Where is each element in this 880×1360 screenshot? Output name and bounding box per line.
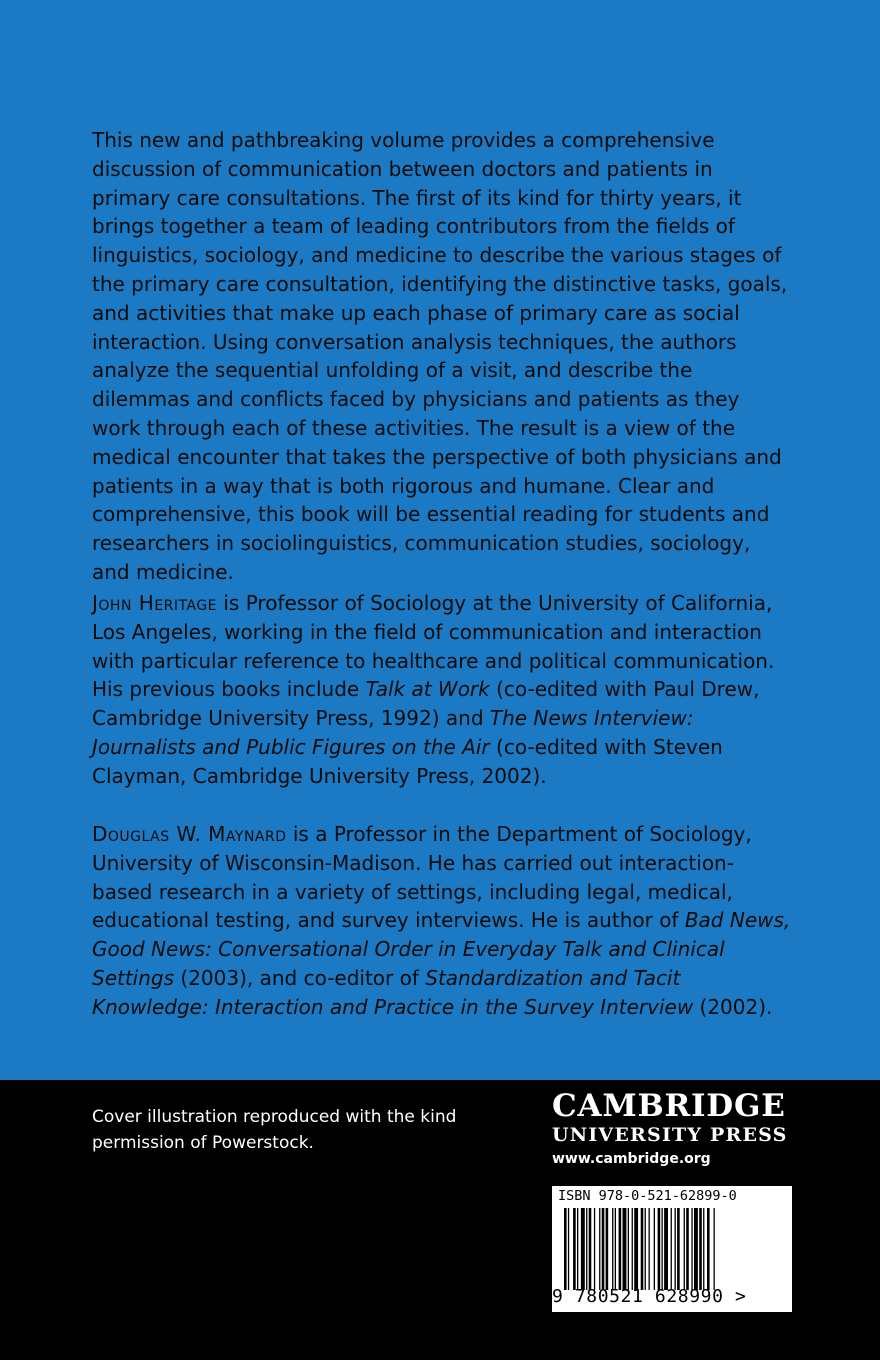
barcode-bar	[623, 1208, 627, 1290]
barcode-bar	[686, 1208, 689, 1290]
barcode-bar	[581, 1208, 585, 1290]
bio-text: (co-edited with Paul Drew, Cambridge University Press, 1992) and	[92, 677, 760, 731]
barcode-bar	[568, 1208, 569, 1290]
barcode-bar	[703, 1208, 704, 1290]
barcode-bar	[664, 1208, 668, 1290]
barcode-bar	[589, 1208, 592, 1290]
publisher-name: CAMBRIDGE	[552, 1088, 786, 1124]
barcode-bar	[707, 1208, 710, 1290]
bio-text: (2003), and co-editor of	[174, 965, 426, 990]
book-title: Standardization and Tacit Knowledge: Interaction and Practice in the Survey Interview	[92, 965, 694, 1019]
barcode-bar	[632, 1208, 633, 1290]
barcode-bar	[699, 1208, 702, 1290]
barcode-bar	[714, 1208, 715, 1290]
barcode-bar	[677, 1208, 680, 1290]
publisher-subtitle: UNIVERSITY PRESS	[552, 1124, 788, 1146]
barcode-bar	[612, 1208, 613, 1290]
barcode-bar	[577, 1208, 578, 1290]
author-bio-heritage	[92, 589, 792, 791]
book-title: Talk at Work	[365, 677, 490, 702]
barcode-bar	[619, 1208, 622, 1290]
publisher-logo	[552, 1088, 797, 1167]
publisher-url: www.cambridge.org	[552, 1151, 711, 1167]
bio-text: (2002).	[693, 994, 773, 1019]
back-cover-text	[92, 126, 792, 1019]
author-bio-maynard	[92, 820, 792, 1022]
barcode-bar	[645, 1208, 646, 1290]
barcode-bar	[615, 1208, 616, 1290]
barcode-bar	[606, 1208, 609, 1290]
barcode-bar	[684, 1208, 685, 1290]
cover-credit: Cover illustration reproduced with the kind permission of Powerstock.	[92, 1107, 457, 1153]
barcode-bar	[649, 1208, 650, 1290]
barcode-bar	[573, 1208, 576, 1290]
barcode-bar	[671, 1208, 672, 1290]
barcode-bar	[594, 1208, 595, 1290]
barcode-bar	[675, 1208, 676, 1290]
barcode-bar	[599, 1208, 600, 1290]
barcode-bar	[658, 1208, 661, 1290]
book-title: The News Interview: Journalists and Public Figures on the Air	[92, 706, 694, 759]
barcode-bar	[634, 1208, 638, 1290]
barcode-bars	[564, 1208, 782, 1290]
barcode-bar	[641, 1208, 644, 1290]
barcode-bar	[628, 1208, 629, 1290]
isbn-barcode	[551, 1185, 793, 1313]
barcode-bar	[691, 1208, 692, 1290]
author-name: John Heritage	[92, 591, 218, 615]
book-title: Bad News, Good News: Conversational Order in Everyday Talk and Clinical Settings	[92, 908, 791, 990]
isbn-label: ISBN 978-0-521-62899-0	[558, 1188, 737, 1204]
bio-text: is a Professor in the Department of Sociology, University of Wisconsin-Madison. He has carried out interaction-based research in a variety of settings, including legal, medical, educational testing, and survey interviews. He is author of	[92, 822, 752, 933]
bio-text: is Professor of Sociology at the University of California, Los Angeles, working in the field of communication and interaction with particular reference to healthcare and political communication. His previous books include	[92, 591, 775, 702]
barcode-bar	[586, 1208, 587, 1290]
barcode-bar	[602, 1208, 605, 1290]
barcode-digits: 9 780521 628990 >	[552, 1286, 747, 1307]
barcode-bar	[662, 1208, 663, 1290]
barcode-bar	[564, 1208, 567, 1290]
barcode-bar	[694, 1208, 698, 1290]
author-name: Douglas W. Maynard	[92, 822, 287, 846]
book-description: This new and pathbreaking volume provides a comprehensive discussion of communication between doctors and patients in primary care consultations. The first of its kind for thirty years, it brings together a team of leading contributors from the fields of linguistics, sociology, and medicine to describe the various stages of the primary care consultation, identifying the distinctive tasks, goals, and activities that make up each phase of primary care as social interaction. Using conversation analysis techniques, the authors analyze the sequential unfolding of a visit, and describe the dilemmas and conflicts faced by physicians and patients as they work through each of these activities. The result is a view of the medical encounter that takes the perspective of both physicians and patients in a way that is both rigorous and humane. Clear and comprehensive, this book will be essential reading for students and researchers in sociolinguistics, communication studies, sociology, and medicine.	[92, 128, 788, 584]
bio-text: (co-edited with Steven Clayman, Cambridge University Press, 2002).	[92, 734, 723, 788]
barcode-bar	[654, 1208, 655, 1290]
